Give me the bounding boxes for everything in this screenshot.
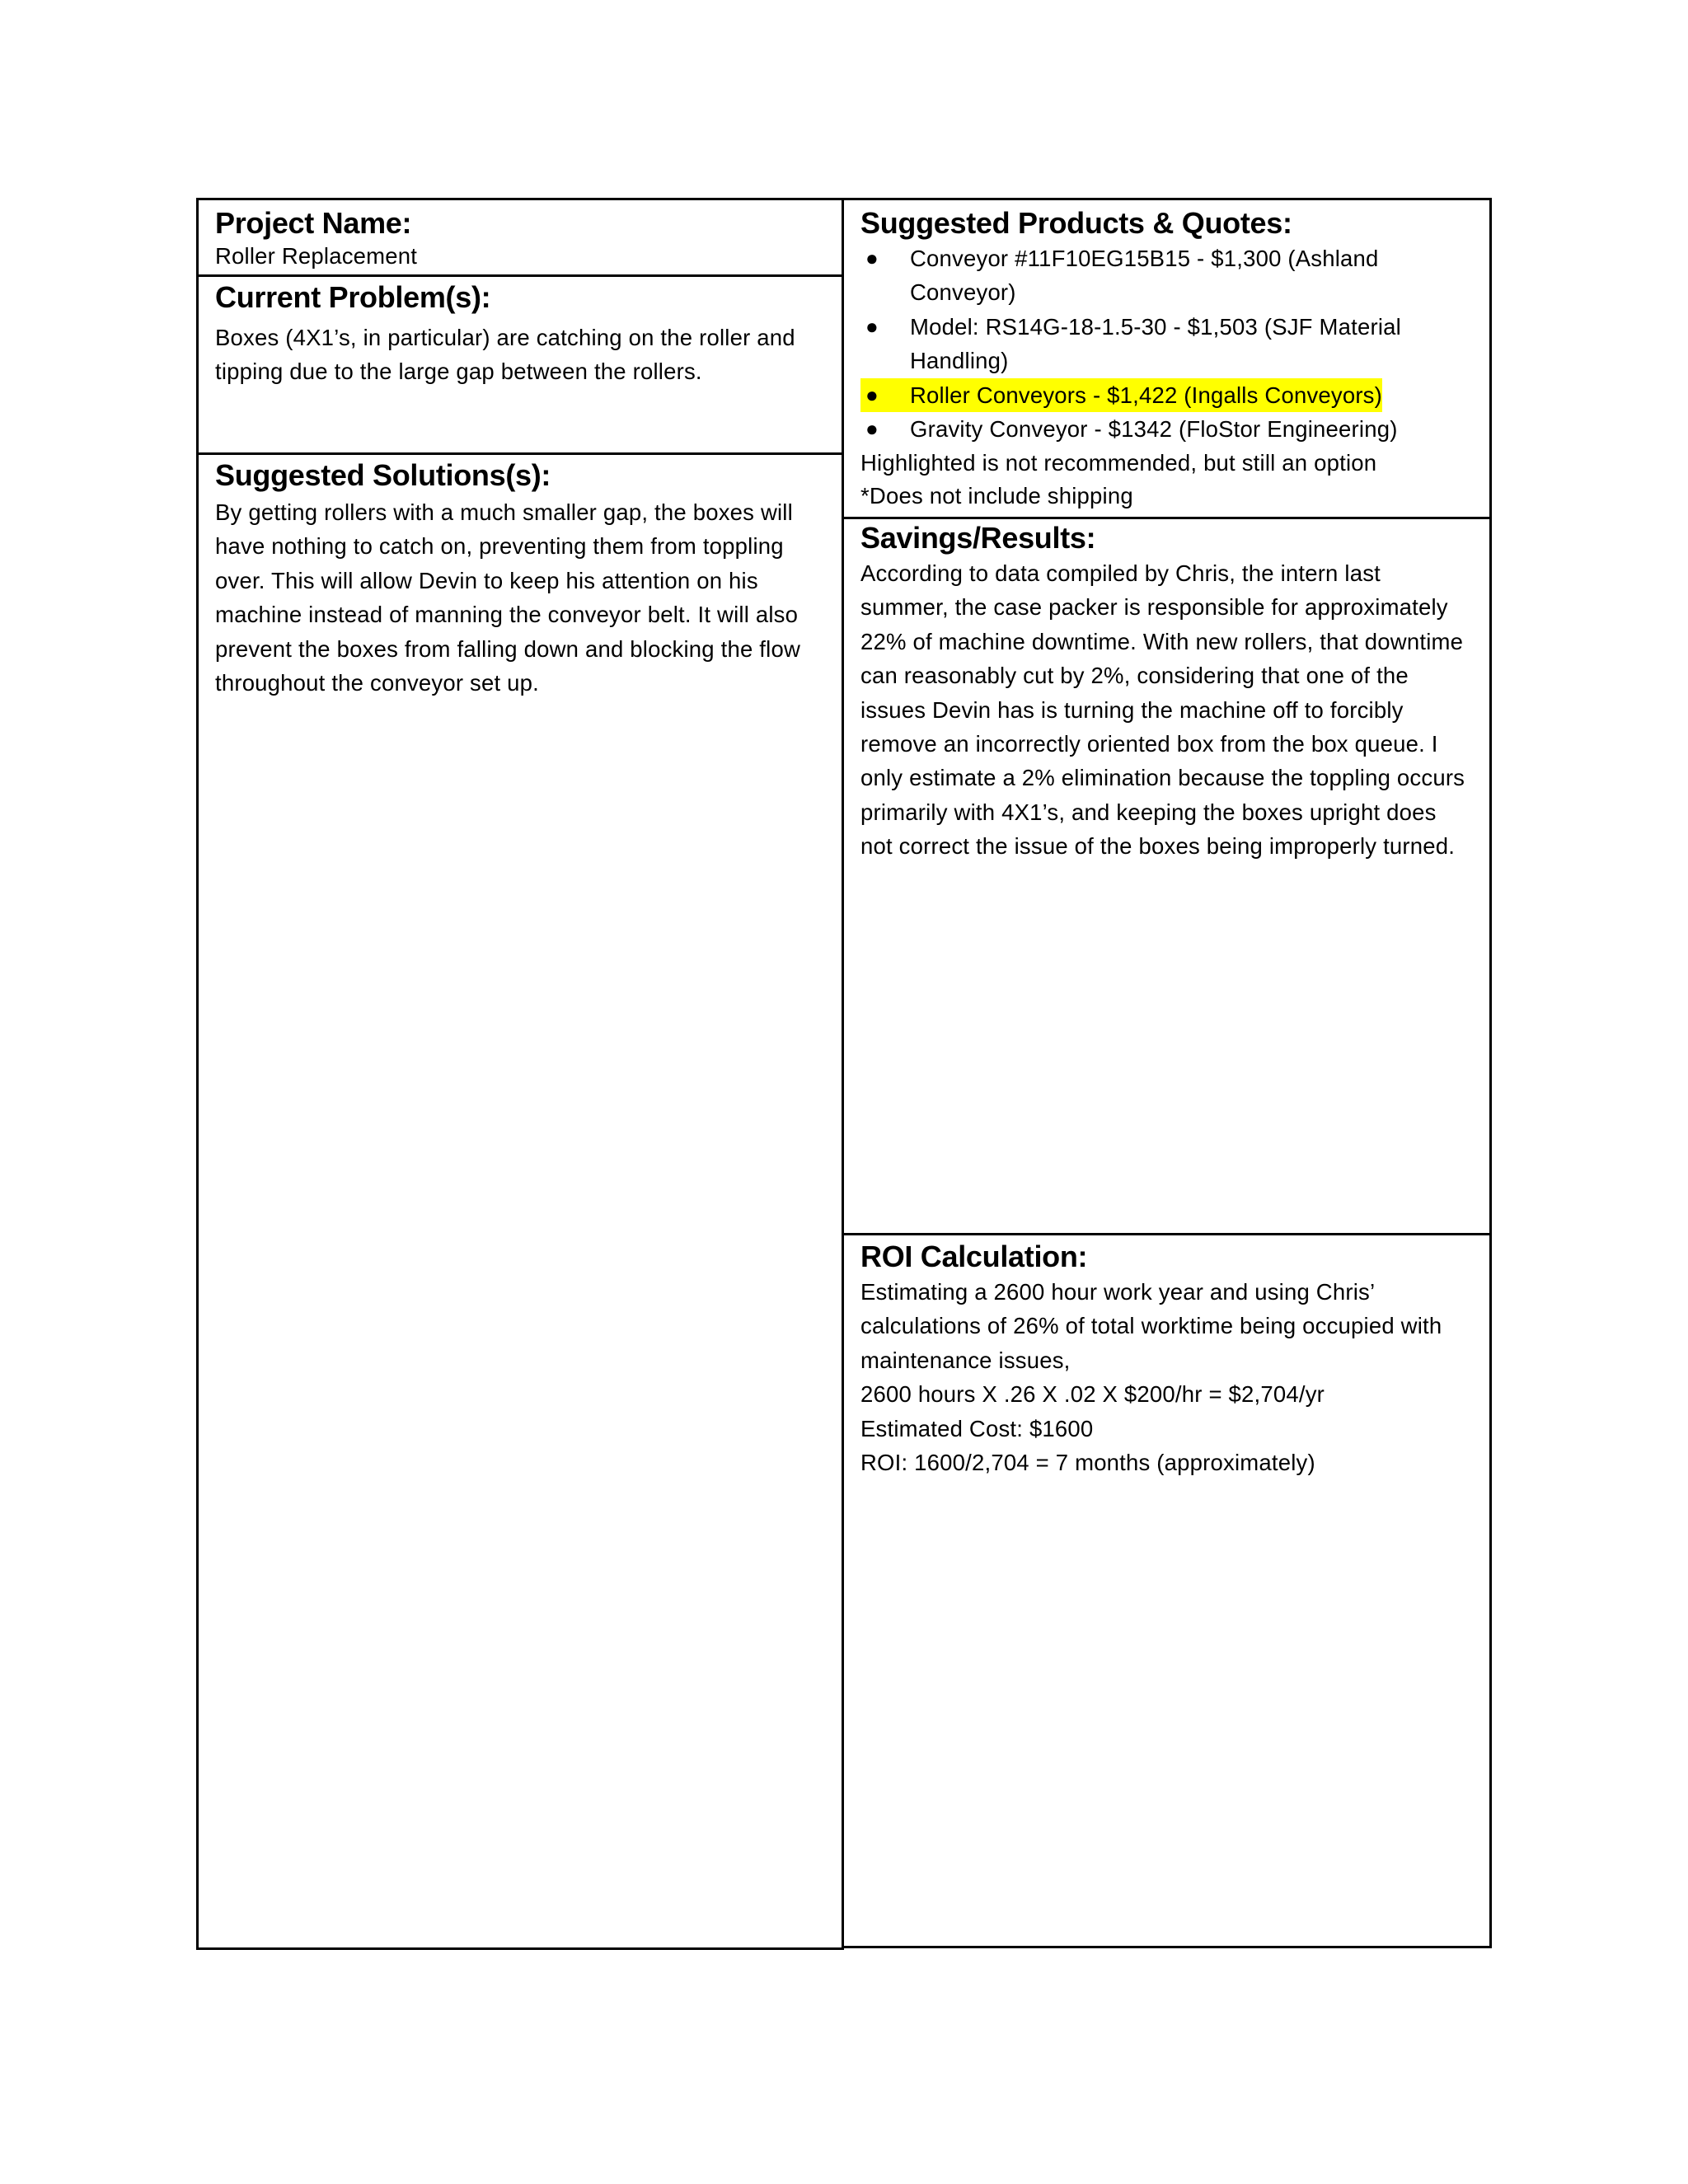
right-column: [842, 198, 1492, 1948]
suggested-products-section: [844, 205, 1489, 512]
bullet-icon: ●: [865, 416, 879, 442]
current-problems-heading: Current Problem(s):: [215, 280, 491, 314]
bullet-icon: ●: [865, 382, 879, 407]
suggested-solutions-heading: Suggested Solutions(s):: [215, 458, 551, 492]
highlight-note: Highlighted is not recommended, but still an option: [860, 450, 1377, 476]
project-name-value: Roller Replacement: [215, 243, 418, 269]
roi-cost: Estimated Cost: $1600: [860, 1415, 1094, 1441]
highlight-mark: [860, 378, 1382, 412]
divider: [199, 452, 842, 455]
project-name-heading: Project Name:: [215, 206, 412, 240]
bullet-icon: ●: [865, 246, 879, 270]
divider: [844, 517, 1489, 519]
roi-intro: Estimating a 2600 hour work year and using Chris’ calculations of 26% of total worktime being occupied with maintenance issues,: [860, 1279, 1442, 1373]
suggested-solutions-section: [199, 456, 842, 700]
list-item-highlighted: [860, 378, 1473, 412]
left-column: [196, 198, 844, 1950]
divider: [199, 274, 842, 277]
roi-calculation-section: [844, 1237, 1489, 1479]
quote-text: Conveyor #11F10EG15B15 - $1,300 (Ashland Conveyor): [910, 246, 1379, 306]
quotes-list: [860, 241, 1473, 446]
list-item: [860, 412, 1473, 446]
divider: [844, 1233, 1489, 1235]
savings-results-text: According to data compiled by Chris, the intern last summer, the case packer is responsible for approximately 22% of machine downtime. With new rollers, that downtime can reasonably cut by 2%, considering that one of the issues Devin has is turning the machine off to forcibly remove an incorrectly oriented box from the box queue. I only estimate a 2% elimination because the toppling occurs primarily with 4X1’s, and keeping the boxes upright does not correct the issue of the boxes being improperly turned.: [860, 560, 1465, 860]
quote-text: Roller Conveyors - $1,422 (Ingalls Conveyors): [910, 382, 1382, 408]
project-name-section: [199, 205, 842, 271]
bullet-icon: ●: [865, 313, 879, 339]
list-item: [860, 241, 1473, 310]
savings-results-section: [844, 520, 1489, 864]
quote-text: Gravity Conveyor - $1342 (FloStor Engineering): [910, 416, 1398, 443]
roi-formula: 2600 hours X .26 X .02 X $200/hr = $2,704/yr: [860, 1381, 1325, 1408]
suggested-products-heading: Suggested Products & Quotes:: [860, 206, 1292, 240]
shipping-note: *Does not include shipping: [860, 482, 1133, 509]
current-problems-section: [199, 279, 842, 389]
savings-results-heading: Savings/Results:: [860, 521, 1096, 555]
quote-text: Model: RS14G-18-1.5-30 - $1,503 (SJF Material Handling): [910, 313, 1401, 374]
roi-calculation-heading: ROI Calculation:: [860, 1240, 1088, 1273]
roi-result: ROI: 1600/2,704 = 7 months (approximately): [860, 1450, 1315, 1476]
current-problems-text: Boxes (4X1’s, in particular) are catching on the roller and tipping due to the large gap between the rollers.: [215, 325, 795, 385]
list-item: [860, 310, 1473, 378]
suggested-solutions-text: By getting rollers with a much smaller gap, the boxes will have nothing to catch on, preventing them from toppling over. This will allow Devin to keep his attention on his machine instead of manning the conveyor belt. It will also prevent the boxes from falling down and blocking the flow throughout the conveyor set up.: [215, 499, 801, 696]
